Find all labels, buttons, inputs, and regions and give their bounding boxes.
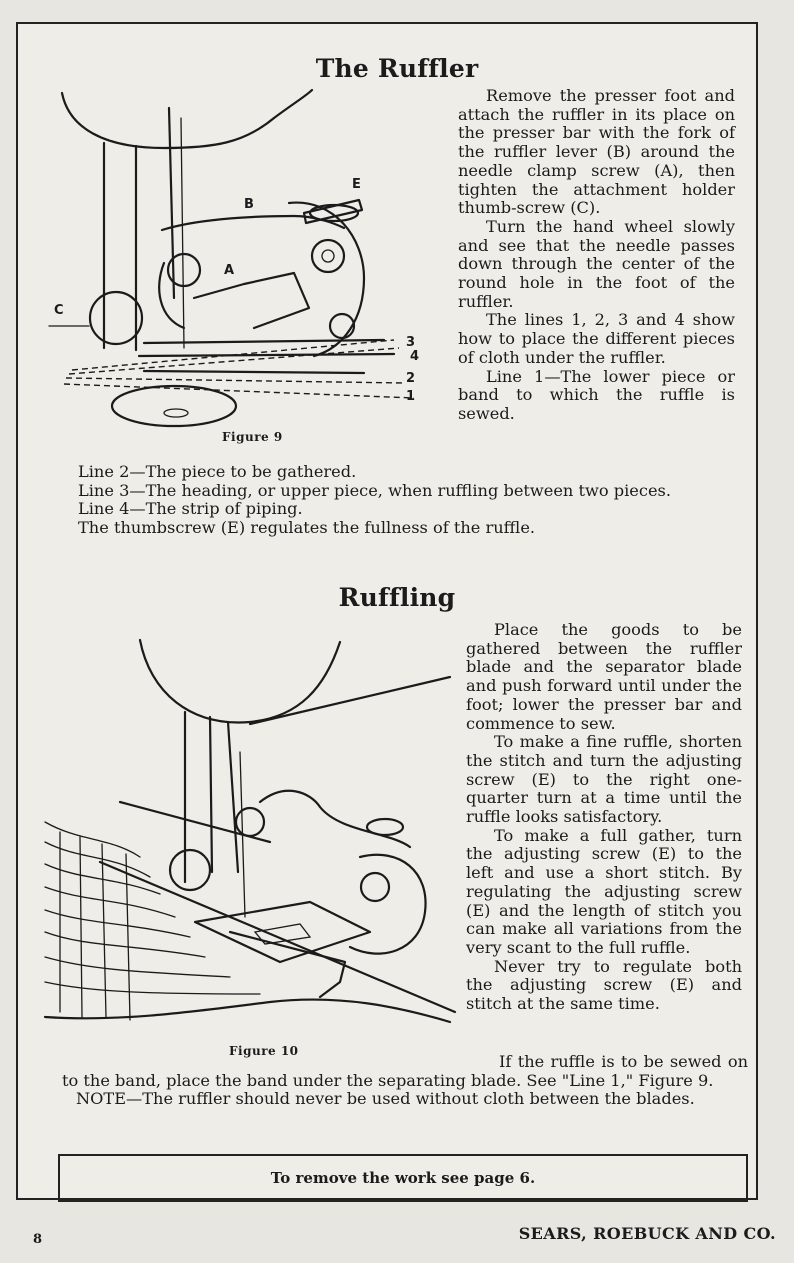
section-title-ruffling: Ruffling xyxy=(338,583,456,612)
figure-9-caption: Figure 9 xyxy=(222,430,283,444)
fig9-label-2: 2 xyxy=(406,371,416,386)
fig9-label-4: 4 xyxy=(410,349,420,364)
fig9-label-c: C xyxy=(54,303,64,318)
section-title-ruffler: The Ruffler xyxy=(315,54,479,83)
ruffling-paragraph: Place the goods to be gathered between the ruffler blade and the separator blade and push forward until under the foot; lower the presser bar and commence to sew. xyxy=(466,620,742,733)
fig9-label-e: E xyxy=(352,177,361,192)
ruffler-paragraph: Line 1—The lower piece or band to which the ruffle is sewed. xyxy=(458,366,735,423)
ruffling-paragraph: To make a fine ruffle, shorten the stitch and turn the adjusting screw (E) to the right one-quarter turn at a time until the ruffle looks satisfactory. xyxy=(466,732,742,827)
ruffling-instructions xyxy=(466,621,742,1014)
closing-paragraph: If the ruffle is to be sewed on to the band, place the band under the separating blade. See "Line 1," Figure 9. xyxy=(62,1052,748,1090)
note-paragraph: NOTE—The ruffler should never be used without cloth between the blades. xyxy=(76,1089,695,1109)
fig9-label-3: 3 xyxy=(406,335,416,350)
fig9-label-a: A xyxy=(224,263,235,278)
figure-10-caption: Figure 10 xyxy=(229,1044,299,1058)
ruffler-instructions xyxy=(458,87,735,424)
figure-10-illustration xyxy=(40,632,460,1032)
ruffling-paragraph: Never try to regulate both the adjusting screw (E) and stitch at the same time. xyxy=(466,956,742,1014)
ruffler-paragraph: The lines 1, 2, 3 and 4 show how to place the different pieces of cloth under the ruffler. xyxy=(458,310,735,367)
ruffler-paragraph: Turn the hand wheel slowly and see that the needle passes down through the center of the round hole in the foot of the ruffler. xyxy=(458,216,735,311)
fig9-label-b: B xyxy=(244,197,254,212)
ruffler-paragraph: Remove the presser foot and attach the ruffler in its place on the presser bar with the fork of the ruffler lever (B) around the needle clamp screw (A), then tighten the attachment holder thumb-screw (C). xyxy=(458,86,735,218)
line-description: Line 3—The heading, or upper piece, when ruffling between two pieces. xyxy=(78,480,671,500)
line-description: The thumbscrew (E) regulates the fullness of the ruffle. xyxy=(78,517,536,537)
ruffler-line-descriptions xyxy=(50,463,740,537)
fig9-label-1: 1 xyxy=(406,389,416,404)
ruffling-paragraph: To make a full gather, turn the adjusting screw (E) to the left and use a short stitch. By regulating the adjusting screw (E) and the length of stitch you can make all variations from the very scant to the full ruffle. xyxy=(466,825,742,957)
line-description: Line 4—The strip of piping. xyxy=(78,499,303,519)
publisher-name: SEARS, ROEBUCK AND CO. xyxy=(518,1224,776,1243)
remove-work-notice: To remove the work see page 6. xyxy=(58,1154,748,1202)
ruffling-closing xyxy=(62,1053,748,1109)
figure-9-illustration xyxy=(44,88,444,428)
page-number: 8 xyxy=(33,1232,43,1247)
line-description: Line 2—The piece to be gathered. xyxy=(78,462,357,481)
